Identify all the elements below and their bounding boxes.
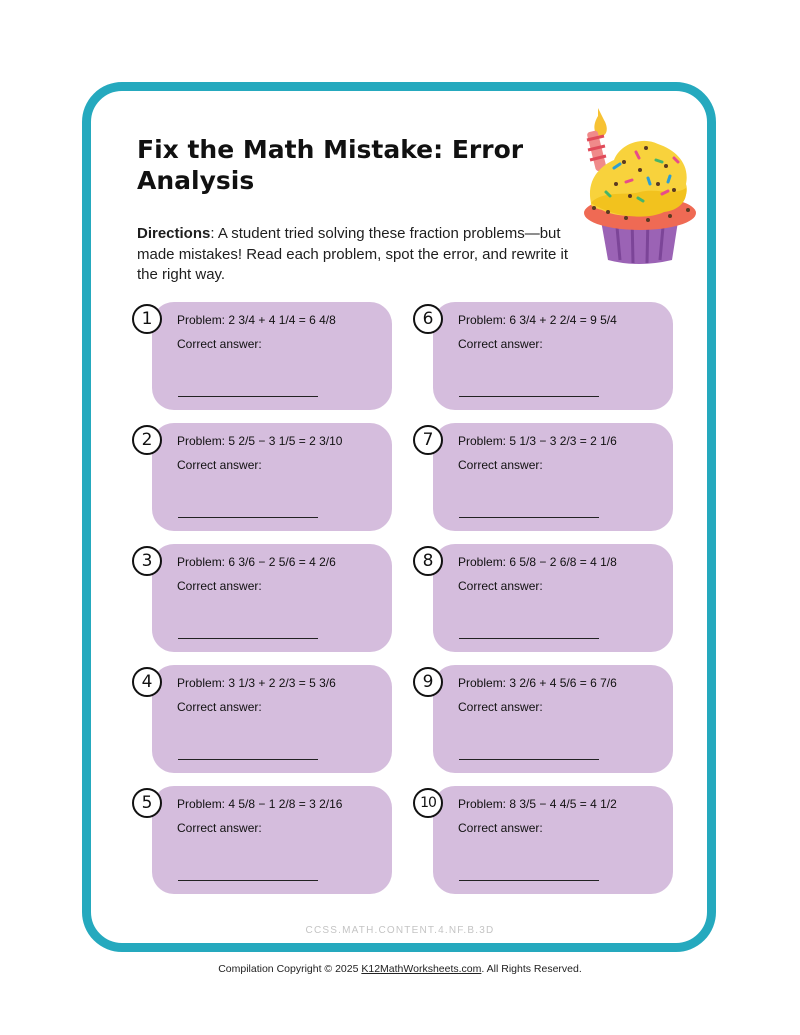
answer-line[interactable] bbox=[459, 396, 599, 397]
correct-answer-label: Correct answer: bbox=[177, 458, 262, 472]
problem-number: 1 bbox=[132, 304, 162, 334]
problem-text: Problem: 6 3/4 + 2 2/4 = 9 5/4 bbox=[458, 313, 617, 327]
problem-card-3 bbox=[132, 544, 402, 654]
answer-line[interactable] bbox=[459, 638, 599, 639]
problem-number: 2 bbox=[132, 425, 162, 455]
problem-number: 5 bbox=[132, 788, 162, 818]
problem-text: Problem: 4 5/8 − 1 2/8 = 3 2/16 bbox=[177, 797, 343, 811]
copyright-prefix: Compilation Copyright © 2025 bbox=[218, 963, 362, 975]
answer-line[interactable] bbox=[178, 396, 318, 397]
correct-answer-label: Correct answer: bbox=[177, 337, 262, 351]
problem-card-7 bbox=[413, 423, 683, 533]
correct-answer-label: Correct answer: bbox=[458, 579, 543, 593]
problem-text: Problem: 2 3/4 + 4 1/4 = 6 4/8 bbox=[177, 313, 336, 327]
problem-card-6 bbox=[413, 302, 683, 412]
site-link[interactable]: K12MathWorksheets.com bbox=[361, 963, 482, 975]
problem-number: 3 bbox=[132, 546, 162, 576]
problem-number: 10 bbox=[413, 788, 443, 818]
problem-number: 7 bbox=[413, 425, 443, 455]
directions bbox=[137, 224, 589, 286]
correct-answer-label: Correct answer: bbox=[458, 458, 543, 472]
problem-number: 4 bbox=[132, 667, 162, 697]
problem-card-10 bbox=[413, 786, 683, 896]
standard-code: CCSS.MATH.CONTENT.4.NF.B.3D bbox=[305, 925, 495, 936]
problem-number: 9 bbox=[413, 667, 443, 697]
answer-line[interactable] bbox=[459, 880, 599, 881]
answer-line[interactable] bbox=[178, 759, 318, 760]
correct-answer-label: Correct answer: bbox=[458, 337, 543, 351]
correct-answer-label: Correct answer: bbox=[458, 821, 543, 835]
problem-text: Problem: 6 5/8 − 2 6/8 = 4 1/8 bbox=[458, 555, 617, 569]
answer-line[interactable] bbox=[178, 880, 318, 881]
correct-answer-label: Correct answer: bbox=[177, 579, 262, 593]
problem-text: Problem: 5 2/5 − 3 1/5 = 2 3/10 bbox=[177, 434, 343, 448]
problem-text: Problem: 3 1/3 + 2 2/3 = 5 3/6 bbox=[177, 676, 336, 690]
problem-card-9 bbox=[413, 665, 683, 775]
problem-card-5 bbox=[132, 786, 402, 896]
copyright-suffix: . All Rights Reserved. bbox=[481, 963, 582, 975]
problem-number: 8 bbox=[413, 546, 443, 576]
problem-text: Problem: 6 3/6 − 2 5/6 = 4 2/6 bbox=[177, 555, 336, 569]
problem-card-1 bbox=[132, 302, 402, 412]
problem-text: Problem: 3 2/6 + 4 5/6 = 6 7/6 bbox=[458, 676, 617, 690]
problem-card-2 bbox=[132, 423, 402, 533]
problem-number: 6 bbox=[413, 304, 443, 334]
cupcake-illustration bbox=[578, 100, 698, 270]
worksheet-title: Fix the Math Mistake: Error Analysis bbox=[137, 135, 524, 195]
answer-line[interactable] bbox=[459, 517, 599, 518]
directions-label: Directions bbox=[137, 225, 211, 242]
problem-card-4 bbox=[132, 665, 402, 775]
problem-text: Problem: 8 3/5 − 4 4/5 = 4 1/2 bbox=[458, 797, 617, 811]
answer-line[interactable] bbox=[178, 638, 318, 639]
answer-line[interactable] bbox=[178, 517, 318, 518]
problem-card-8 bbox=[413, 544, 683, 654]
correct-answer-label: Correct answer: bbox=[458, 700, 543, 714]
problem-text: Problem: 5 1/3 − 3 2/3 = 2 1/6 bbox=[458, 434, 617, 448]
answer-line[interactable] bbox=[459, 759, 599, 760]
correct-answer-label: Correct answer: bbox=[177, 821, 262, 835]
correct-answer-label: Correct answer: bbox=[177, 700, 262, 714]
copyright-footer bbox=[0, 963, 800, 975]
directions-text: : A student tried solving these fraction problems—but made mistakes! Read each problem, spot the error, and rewrite it the right way. bbox=[137, 225, 569, 283]
